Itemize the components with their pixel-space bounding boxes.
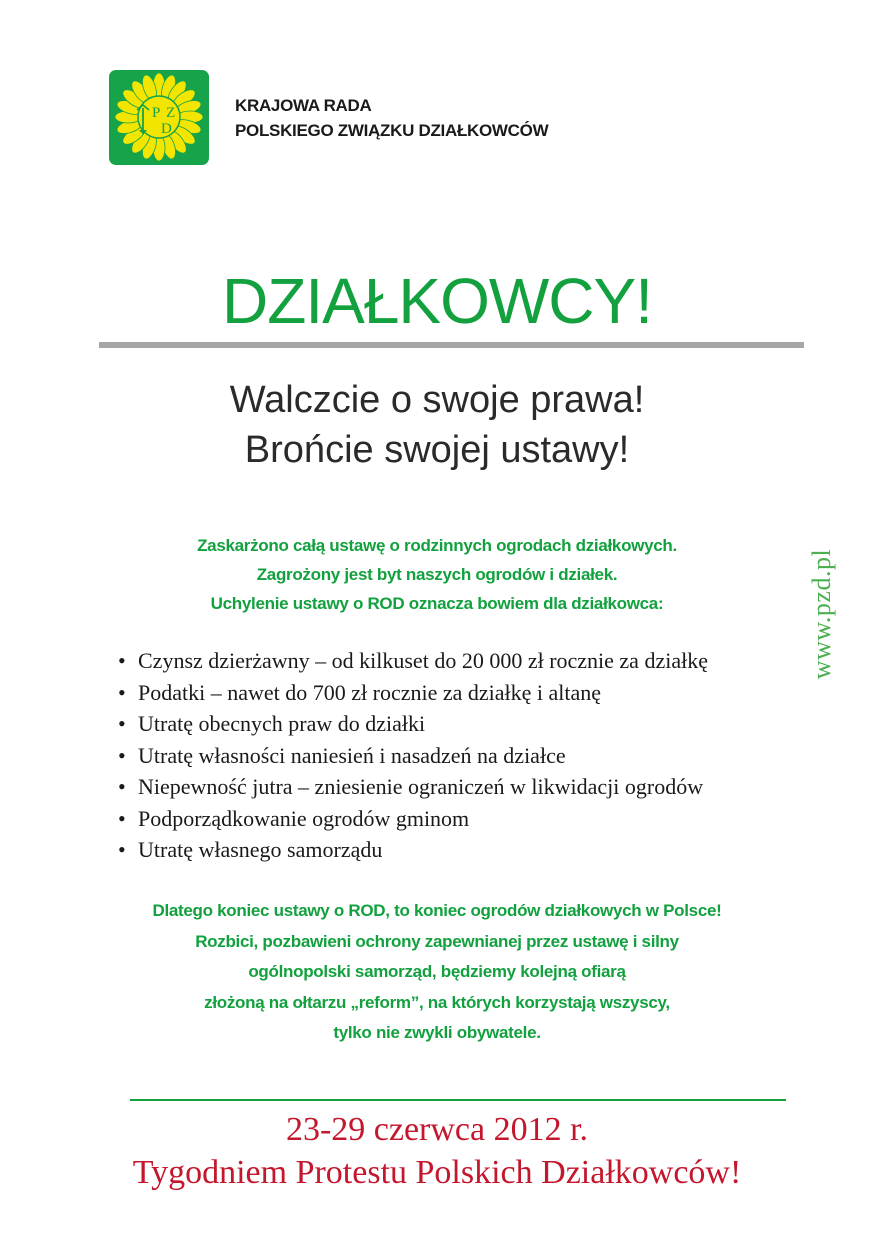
consequences-list <box>118 645 708 866</box>
closing-paragraph <box>0 896 874 1049</box>
list-item <box>118 834 708 866</box>
main-headline: DZIAŁKOWCY! <box>222 265 652 337</box>
bullet-icon: • <box>118 648 126 673</box>
footer-divider <box>130 1099 786 1101</box>
bullet-icon: • <box>118 711 126 736</box>
subheadline-line-2: Brońcie swojej ustawy! <box>244 429 630 471</box>
pzd-sunflower-logo-icon <box>109 70 209 165</box>
intro-paragraph <box>0 531 874 618</box>
list-item-text: Podatki – nawet do 700 zł rocznie za działkę i altanę <box>138 679 602 705</box>
pzd-logo <box>109 70 209 165</box>
logo-letter-z: Z <box>166 105 176 121</box>
protest-date: 23-29 czerwca 2012 r. <box>285 1111 589 1148</box>
bullet-icon: • <box>118 774 126 799</box>
protest-footer <box>0 1108 874 1194</box>
organization-name <box>235 93 548 143</box>
list-item-text: Utratę obecnych praw do działki <box>138 711 426 736</box>
list-item <box>118 645 708 677</box>
bullet-icon: • <box>118 805 126 831</box>
closing-line: złożoną na ołtarzu „reform”, na których korzystają wszyscy, <box>204 992 670 1012</box>
list-item <box>118 708 708 740</box>
list-item-text: Utratę własności naniesień i nasadzeń na działce <box>138 742 566 768</box>
headline-divider <box>99 342 804 348</box>
list-item-text: Podporządkowanie ogrodów gminom <box>138 805 470 831</box>
list-item <box>118 771 708 803</box>
list-item <box>118 740 708 772</box>
subheadline-line-1: Walczcie o swoje prawa! <box>229 379 645 421</box>
list-item <box>118 803 708 835</box>
closing-line: ogólnopolski samorząd, będziemy kolejną ofiarą <box>248 962 626 981</box>
org-line-1: KRAJOWA RADA <box>235 96 372 115</box>
closing-line: tylko nie zwykli obywatele. <box>333 1023 541 1042</box>
closing-line: Rozbici, pozbawieni ochrony zapewnianej przez ustawę i silny <box>195 931 679 951</box>
list-item <box>118 677 708 709</box>
intro-line: Uchylenie ustawy o ROD oznacza bowiem dla działkowca: <box>210 594 664 613</box>
list-item-text: Niepewność jutra – zniesienie ograniczeń w likwidacji ogrodów <box>138 774 704 799</box>
list-item-text: Utratę własnego samorządu <box>138 837 383 862</box>
website-url[interactable]: www.pzd.pl <box>807 548 836 680</box>
closing-line: Dlatego koniec ustawy o ROD, to koniec ogrodów działkowych w Polsce! <box>152 901 722 920</box>
org-line-2: POLSKIEGO ZWIĄZKU DZIAŁKOWCÓW <box>235 121 549 140</box>
bullet-icon: • <box>118 837 126 862</box>
intro-line: Zagrożony jest byt naszych ogrodów i działek. <box>256 565 618 584</box>
intro-line: Zaskarżono całą ustawę o rodzinnych ogrodach działkowych. <box>197 536 677 555</box>
list-item-text: Czynsz dzierżawny – od kilkuset do 20 000 zł rocznie za działkę <box>138 648 708 673</box>
logo-letter-d: D <box>161 121 172 137</box>
subheadline <box>0 375 874 475</box>
logo-letter-p: P <box>152 105 161 121</box>
bullet-icon: • <box>118 679 126 705</box>
bullet-icon: • <box>118 742 126 768</box>
protest-title: Tygodniem Protestu Polskich Działkowców! <box>132 1154 742 1191</box>
